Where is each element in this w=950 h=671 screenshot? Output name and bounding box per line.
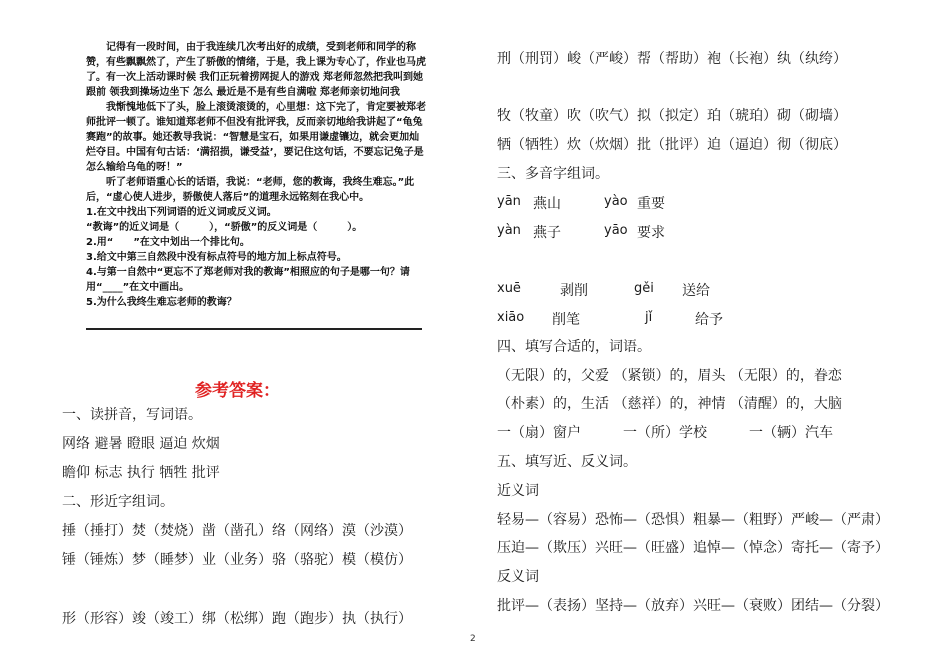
section-2-line-1: 捶（捶打）焚（焚烧）凿（凿孔）络（网络）漠（沙漠） <box>62 523 412 539</box>
reading-passage <box>86 40 426 310</box>
question-1-blanks: “教诲”的近义词是（ ），“骄傲”的反义词是（ ）。 <box>86 222 363 233</box>
pinyin-xiao: xiāo <box>497 310 525 325</box>
section-1-heading: 一、读拼音，写词语。 <box>62 407 202 423</box>
pinyin-yan-1: yān <box>497 194 521 209</box>
section-5-heading: 五、填写近、反义词。 <box>497 454 637 470</box>
section-4-line-3: 一（扇）窗户 一（所）学校 一（辆）汽车 <box>497 425 833 441</box>
question-5: 5.为什么我终生难忘老师的教诲？ <box>86 297 237 308</box>
passage-paragraph-3: 听了老师语重心长的话语，我说：“老师，您的教诲，我终生难忘。”此后，“虚心使人进步，骄傲使人落后”的道理永远铭刻在我心中。 <box>86 177 415 203</box>
answer-line <box>86 328 422 330</box>
pinyin-xue: xuē <box>497 281 521 296</box>
word-yaoqiu: 要求 <box>637 225 665 241</box>
section-3-heading: 三、多音字组词。 <box>497 166 609 182</box>
section-2-line-6: 牺（牺牲）炊（炊烟）批（批评）迫（逼迫）彻（彻底） <box>497 137 847 153</box>
word-jiyu: 给予 <box>695 312 723 328</box>
synonym-line-2: 压迫—（欺压）兴旺—（旺盛）追悼—（悼念）寄托—（寄予） <box>497 540 889 556</box>
antonym-label: 反义词 <box>497 569 539 585</box>
pinyin-ji: jǐ <box>645 310 653 325</box>
section-2-heading: 二、形近字组词。 <box>62 494 174 510</box>
answer-key-title: 参考答案： <box>195 381 280 401</box>
page-number: 2 <box>470 634 476 644</box>
word-yanzi: 燕子 <box>533 225 561 241</box>
passage-paragraph-1: 记得有一段时间，由于我连续几次考出好的成绩，受到老师和同学的称赞，有些飘飘然了，产生了骄傲的情绪，于是，我上课为专心了，作业也马虎了。有一次上活动课时候 我们正玩着捞网捉人的游戏 郑老师忽然把我叫到她跟前 领我到操场边坐下 怎么 最近是不是有些自满啦 郑老师亲切地问我 <box>86 42 426 98</box>
pinyin-gei: gěi <box>634 281 654 296</box>
word-songgei: 送给 <box>682 283 710 299</box>
question-3: 3.给文中第三自然段中没有标点符号的地方加上标点符号。 <box>86 252 347 263</box>
synonym-label: 近义词 <box>497 483 539 499</box>
pinyin-yao-1: yāo <box>604 223 628 238</box>
section-4-line-2: （朴素）的，生活 （慈祥）的，神情 （清醒）的，大脑 <box>497 396 842 412</box>
section-2-line-5: 牧（牧童）吹（吹气）拟（拟定）珀（琥珀）砌（砌墙） <box>497 108 847 124</box>
word-yanshan: 燕山 <box>533 196 561 212</box>
pinyin-yan-4: yàn <box>497 223 521 238</box>
word-xiaobi: 削笔 <box>552 312 580 328</box>
question-4: 4.与第一自然中“更忘不了郑老师对我的教诲”相照应的句子是哪一句？请用“____”在文中画出。 <box>86 267 410 293</box>
antonym-line-1: 批评—（表扬）坚持—（放弃）兴旺—（衰败）团结—（分裂） <box>497 598 889 614</box>
section-1-line-2: 瞻仰 标志 执行 牺牲 批评 <box>62 465 220 481</box>
pinyin-yao-4: yào <box>604 194 628 209</box>
section-2-line-4: 刑（刑罚）峻（严峻）帮（帮助）袍（长袍）纨（纨绔） <box>497 51 847 67</box>
section-2-line-3: 形（形容）竣（竣工）绑（松绑）跑（跑步）执（执行） <box>62 611 412 627</box>
passage-paragraph-2: 我惭愧地低下了头，脸上滚烫滚烫的，心里想：这下完了，肯定要被郑老师批评一顿了。谁知道郑老师不但没有批评我，反而亲切地给我讲起了“龟兔赛跑”的故事。她还教导我说：“智慧是宝石，如果用谦虚镶边，就会更加灿烂夺目。中国有句古话：‘满招损，谦受益’，要记住这句话，不要忘记兔子是怎么输给乌龟的呀！” <box>86 102 426 173</box>
word-boxue: 剥削 <box>560 283 588 299</box>
word-zhongyao: 重要 <box>637 196 665 212</box>
section-4-heading: 四、填写合适的，词语。 <box>497 339 651 355</box>
section-4-line-1: （无限）的，父爱 （紧锁）的，眉头 （无限）的，眷恋 <box>497 368 842 384</box>
section-1-line-1: 网络 避暑 瞪眼 逼迫 炊烟 <box>62 436 220 452</box>
synonym-line-1: 轻易—（容易）恐怖—（恐惧）粗暴—（粗野）严峻—（严肃） <box>497 512 889 528</box>
section-2-line-2: 锤（锤炼）梦（睡梦）业（业务）骆（骆驼）模（模仿） <box>62 552 412 568</box>
question-2: 2.用“ ”在文中划出一个排比句。 <box>86 237 250 248</box>
question-1: 1.在文中找出下列词语的近义词或反义词。 <box>86 207 277 218</box>
